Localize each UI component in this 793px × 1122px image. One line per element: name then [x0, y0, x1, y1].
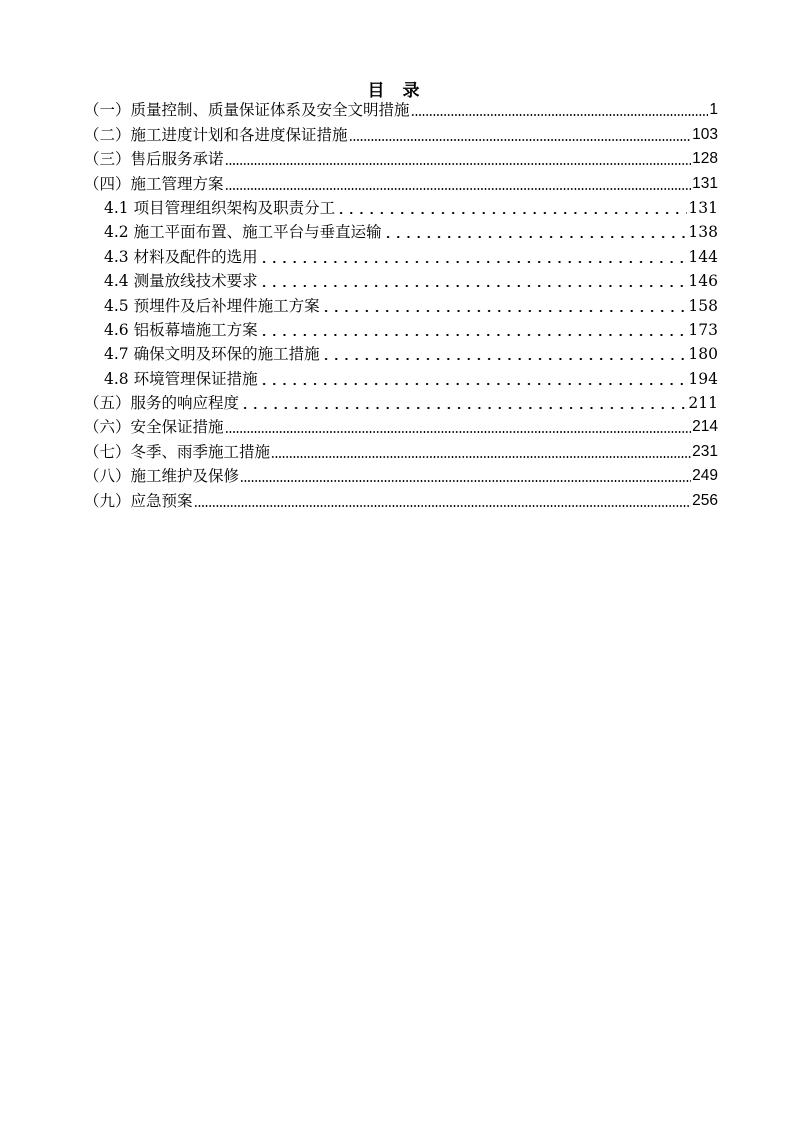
toc-entry-page: 158 [688, 296, 718, 315]
dot-leader [336, 196, 687, 220]
dot-leader [321, 342, 688, 366]
toc-entry[interactable] [84, 439, 718, 463]
toc-entry-page: 173 [688, 320, 718, 339]
toc-entry-label: 4.4 测量放线技术要求 [104, 272, 258, 291]
dot-leader [225, 415, 692, 439]
toc-entry[interactable] [84, 147, 718, 171]
toc-entry-label: （四）施工管理方案 [84, 174, 224, 193]
toc-entry[interactable] [84, 318, 718, 342]
toc-entry-label: （八）施工维护及保修 [84, 467, 240, 486]
toc-entry-label: 4.8 环境管理保证措施 [104, 369, 258, 388]
toc-entry[interactable] [84, 293, 718, 317]
toc-title: 目 录 [367, 81, 426, 101]
toc-entry-page: 138 [688, 223, 718, 242]
toc-entry-page: 131 [688, 198, 718, 217]
dot-leader [259, 269, 688, 293]
toc-entry-label: （三）售后服务承诺 [84, 150, 224, 169]
toc-entry-label: 4.3 材料及配件的选用 [104, 247, 258, 266]
dot-leader [259, 318, 688, 342]
toc-entry-page: 131 [692, 174, 718, 192]
dot-leader [194, 489, 692, 513]
dot-leader [225, 147, 692, 171]
dot-leader [259, 367, 688, 391]
toc-entry-page: 249 [692, 467, 718, 485]
toc-entry-label: （六）安全保证措施 [84, 418, 224, 437]
toc-entry[interactable] [84, 366, 718, 390]
dot-leader [240, 464, 691, 488]
toc-entry[interactable] [84, 98, 718, 122]
dot-leader [321, 294, 688, 318]
toc-entry-page: 144 [688, 247, 718, 266]
toc-entry-page: 214 [692, 418, 718, 436]
toc-entry-label: 4.7 确保文明及环保的施工措施 [104, 345, 320, 364]
toc-entry-label: 4.5 预埋件及后补埋件施工方案 [104, 296, 320, 315]
toc-entry-label: 4.6 铝板幕墙施工方案 [104, 320, 258, 339]
toc-entry-label: （一）质量控制、质量保证体系及安全文明措施 [84, 101, 410, 120]
toc-entry-page: 146 [688, 272, 718, 291]
dot-leader [411, 98, 709, 122]
toc-entry-label: 4.2 施工平面布置、施工平台与垂直运输 [104, 223, 382, 242]
toc-entry-label: （二）施工进度计划和各进度保证措施 [84, 125, 348, 144]
toc-entry-page: 211 [688, 394, 718, 413]
dot-leader [259, 245, 688, 269]
dot-leader [349, 123, 692, 147]
toc-entry-page: 128 [692, 150, 718, 168]
toc-entry[interactable] [84, 488, 718, 512]
toc-entry-label: （七）冬季、雨季施工措施 [84, 442, 271, 461]
toc-entry[interactable] [84, 122, 718, 146]
toc-entry[interactable] [84, 171, 718, 195]
dot-leader [225, 172, 692, 196]
toc-entry[interactable] [84, 464, 718, 488]
dot-leader [271, 440, 691, 464]
toc-entry[interactable] [84, 391, 718, 415]
toc-entry[interactable] [84, 269, 718, 293]
toc-entry[interactable] [84, 196, 718, 220]
toc-entry[interactable] [84, 415, 718, 439]
toc-entry-page: 194 [688, 369, 718, 388]
toc-entry-label: （五）服务的响应程度 [84, 394, 240, 413]
dot-leader [383, 220, 688, 244]
toc-entry-page: 256 [692, 491, 718, 509]
toc-entry[interactable] [84, 220, 718, 244]
toc-entry-label: （九）应急预案 [84, 491, 193, 510]
toc-entry-page: 180 [688, 345, 718, 364]
toc-entry-page: 103 [692, 125, 718, 143]
toc-entry[interactable] [84, 244, 718, 268]
table-of-contents [84, 98, 718, 513]
toc-entry-page: 1 [709, 101, 718, 119]
toc-entry-page: 231 [692, 442, 718, 460]
dot-leader [240, 391, 687, 415]
toc-entry-label: 4.1 项目管理组织架构及职责分工 [104, 198, 336, 217]
toc-entry[interactable] [84, 342, 718, 366]
